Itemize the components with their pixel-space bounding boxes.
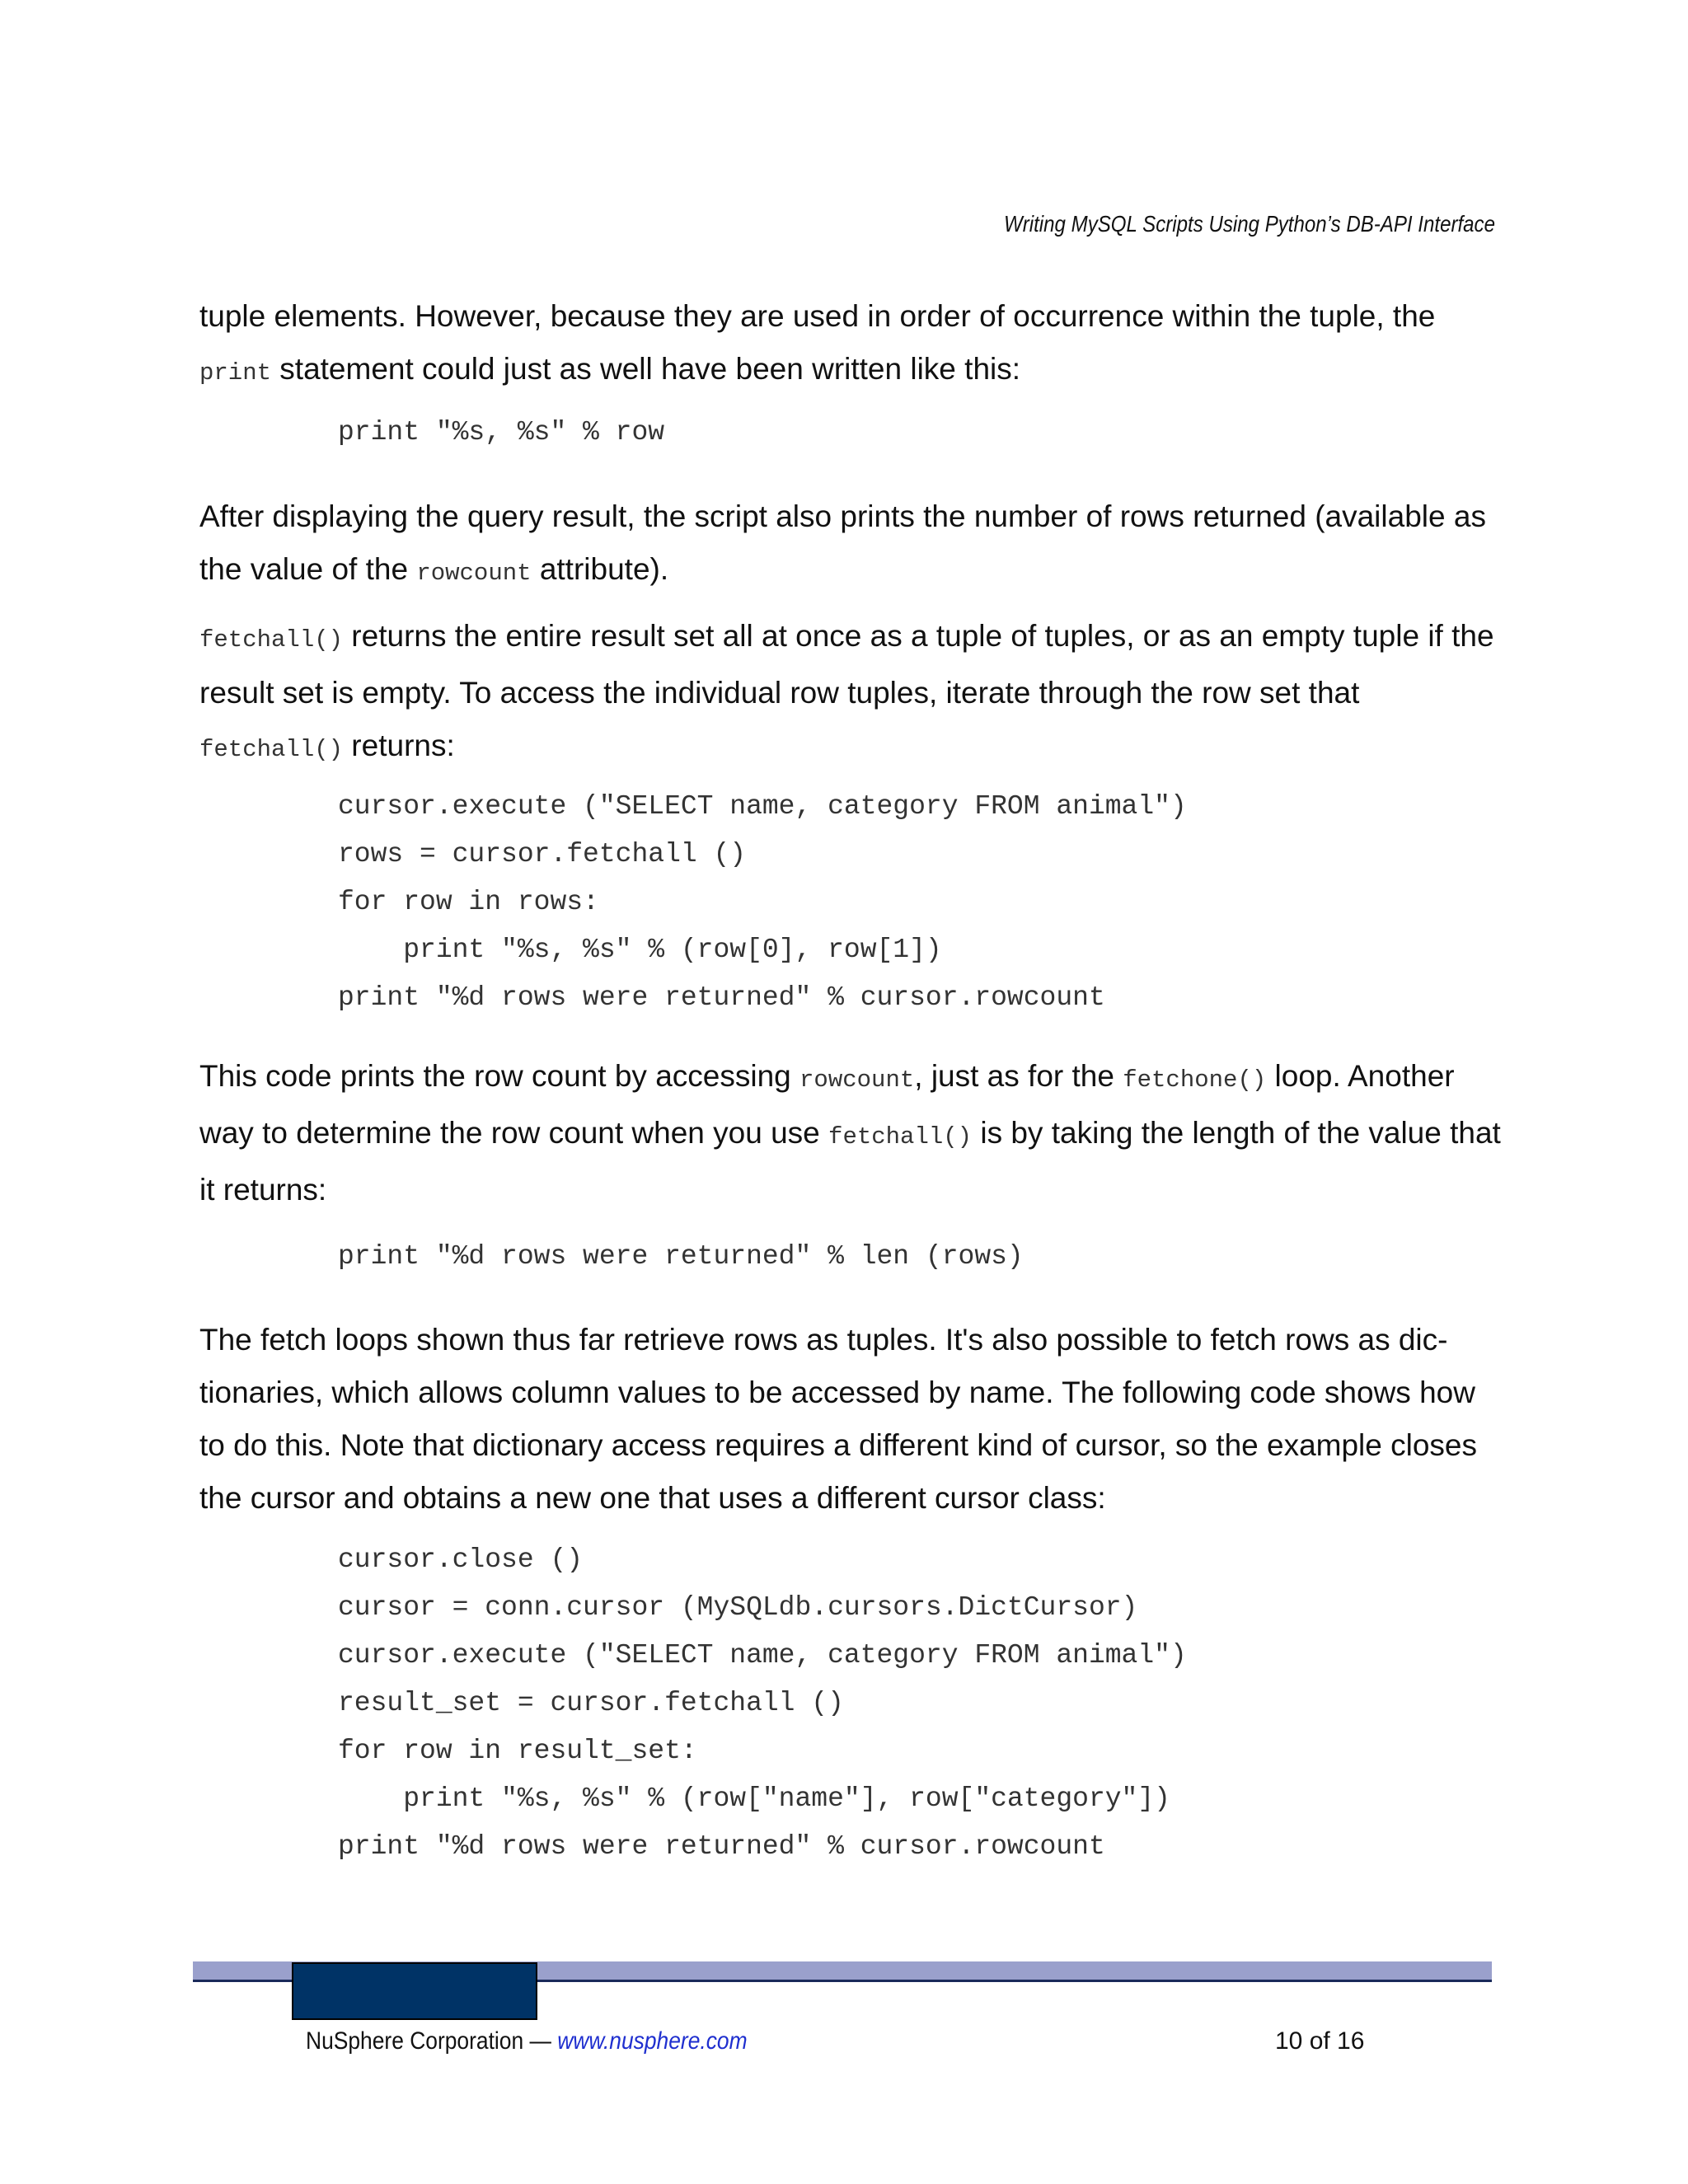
paragraph-after-displaying — [199, 490, 1502, 600]
code-block-print-row: print "%s, %s" % row — [338, 417, 665, 448]
paragraph-text: , just as for the — [914, 1059, 1123, 1093]
inline-code-fetchone: fetchone() — [1123, 1066, 1267, 1094]
code-block-len-rows: print "%d rows were returned" % len (rows) — [338, 1241, 1024, 1272]
paragraph-tuple-elements — [199, 290, 1502, 400]
paragraph-text: returns the entire result set all at once as a tuple of tuples, or as an empty tuple if the result set is empty. To access the individual row tuples, iterate through the row set that — [199, 619, 1494, 710]
running-header: Writing MySQL Scripts Using Python’s DB-API Interface — [1004, 211, 1495, 237]
page-number: 10 of 16 — [1275, 2027, 1365, 2055]
paragraph-text: attribute). — [531, 552, 669, 586]
inline-code-fetchall: fetchall() — [199, 626, 344, 654]
inline-code-print: print — [199, 359, 272, 387]
code-block-fetchall-loop: cursor.execute ("SELECT name, category FROM animal") rows = cursor.fetchall () for row in rows: print "%s, %s" % (row[0], row[1]) print "%d rows were returned" % cursor.rowcount — [338, 791, 1187, 1013]
paragraph-fetchall — [199, 610, 1502, 776]
paragraph-text: The fetch loops shown thus far retrieve rows as tuples. It's also possible to fetch rows as dic-tionaries, which allows column values to be accessed by name. The following code shows how to do this. Note that dictionary access requires a different kind of cursor, so the example closes the cursor and obtains a new one that uses a different cursor class: — [199, 1323, 1478, 1515]
paragraph-row-count — [199, 1050, 1502, 1216]
paragraph-text: tuple elements. However, because they are used in order of occurrence within the tuple, the — [199, 299, 1436, 333]
paragraph-text: is by taking the length of the value that it returns: — [199, 1116, 1501, 1207]
footer-link[interactable]: www.nusphere.com — [557, 2027, 748, 2055]
paragraph-fetch-dictionaries — [199, 1314, 1502, 1525]
footer-company — [306, 2027, 748, 2055]
footer-block — [292, 1962, 537, 2020]
paragraph-text: loop. Another way to determine the row count when you use — [199, 1059, 1455, 1150]
inline-code-fetchall: fetchall() — [199, 736, 344, 763]
inline-code-rowcount: rowcount — [799, 1066, 915, 1094]
paragraph-text: returns: — [343, 729, 455, 762]
inline-code-rowcount: rowcount — [416, 560, 532, 587]
footer-company-name: NuSphere Corporation — — [306, 2027, 558, 2055]
code-block-dict-cursor: cursor.close () cursor = conn.cursor (MySQLdb.cursors.DictCursor) cursor.execute ("SELECT name, category FROM animal") result_set = cursor.fetchall () for row in result_set: print "%s, %s" % (row["name"], row["category"]) print "%d rows were returned" % cursor.rowcount — [338, 1544, 1187, 1862]
paragraph-text: After displaying the query result, the script also prints the number of rows returned (available as the value of the — [199, 499, 1486, 586]
paragraph-text: This code prints the row count by accessing — [199, 1059, 800, 1093]
paragraph-text: statement could just as well have been written like this: — [271, 352, 1021, 386]
inline-code-fetchall: fetchall() — [828, 1123, 973, 1151]
